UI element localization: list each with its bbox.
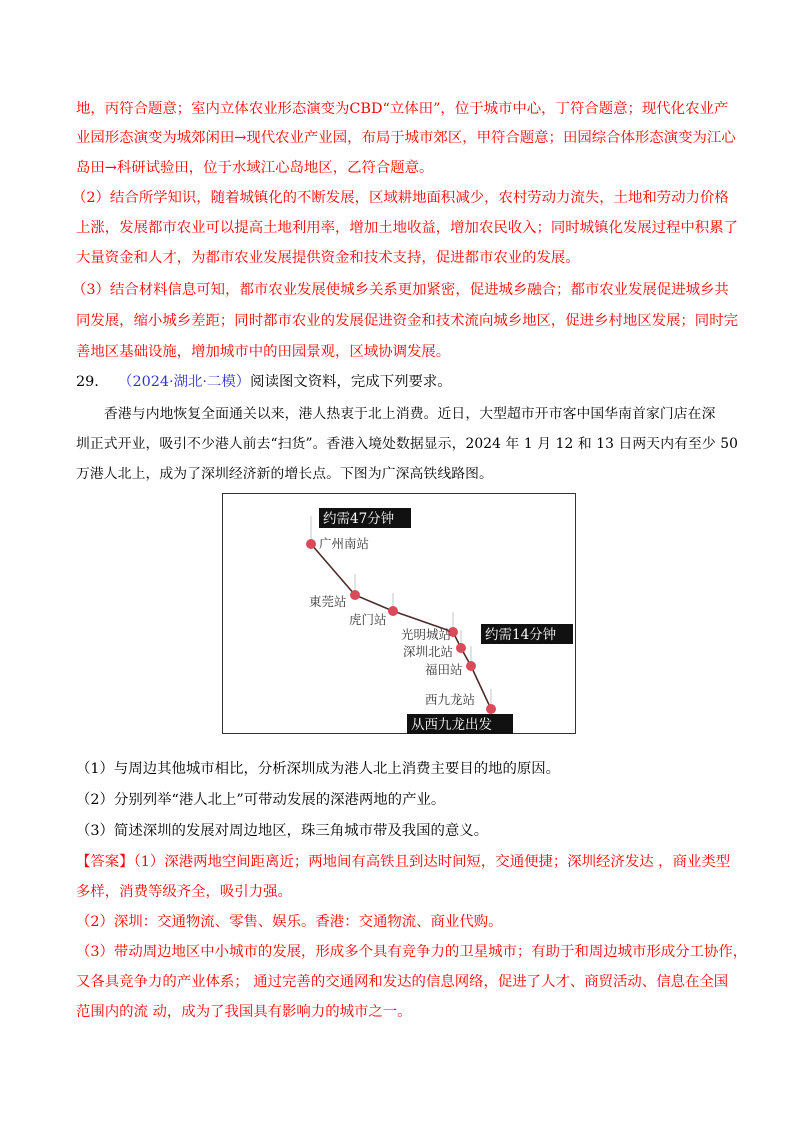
prev-answer-p3-line-2: 同发展，缩小城乡差距；同时都市农业的发展促进资金和技术流向城乡地区，促进乡村地区发展；同时完 xyxy=(76,313,738,329)
rail-map-figure xyxy=(222,493,576,734)
station-dot-west-kowloon xyxy=(486,704,496,714)
question-instruction: 阅读图文资料，完成下列要求。 xyxy=(250,374,452,390)
station-label-humen: 虎门站 xyxy=(349,612,387,627)
rail-map-svg xyxy=(223,494,577,735)
answer-1-line-2: 多样，消费等级齐全，吸引力强。 xyxy=(76,884,292,900)
station-label-futian: 福田站 xyxy=(425,662,463,677)
prev-answer-p2-line-2: 上涨，发展都市农业可以提高土地利用率，增加土地收益，增加农民收入；同时城镇化发展过程中积累了 xyxy=(76,220,738,236)
material-line-3: 万港人北上，成为了深圳经济新的增长点。下图为广深高铁线路图。 xyxy=(76,466,493,482)
sub-question-3: （3）简述深圳的发展对周边地区，珠三角城市带及我国的意义。 xyxy=(76,823,489,839)
station-label-shenzhen-north: 深圳北站 xyxy=(403,644,454,659)
question-number: 29. xyxy=(76,374,99,390)
station-dot-guangzhou-south xyxy=(306,539,316,549)
prev-answer-p2-line-1: （2）结合所学知识，随着城镇化的不断发展，区域耕地面积减少，农村劳动力流失，土地和劳动力价格 xyxy=(72,190,729,206)
material-line-1: 香港与内地恢复全面通关以来，港人热衷于北上消费。近日，大型超市开市客中国华南首家门店在深 xyxy=(104,406,716,422)
sub-question-2: （2）分别列举“港人北上”可带动发展的深港两地的产业。 xyxy=(76,792,446,808)
station-dot-shenzhen-north xyxy=(456,643,466,653)
sub-question-1: （1）与周边其他城市相比，分析深圳成为港人北上消费主要目的地的原因。 xyxy=(76,761,561,777)
prev-answer-line-1: 地，丙符合题意；室内立体农业形态演变为CBD“立体田”，位于城市中心，丁符合题意；现代化农业产 xyxy=(76,101,729,117)
answer-line-1 xyxy=(76,852,730,872)
callout-mid: 约需14分钟 xyxy=(485,627,557,643)
prev-answer-p3-line-3: 善地区基础设施，增加城市中的田园景观，区域协调发展。 xyxy=(76,344,451,360)
prev-answer-line-3: 岛田→科研试验田，位于水域江心岛地区，乙符合题意。 xyxy=(76,160,434,176)
prev-answer-p3-line-1: （3）结合材料信息可知，都市农业发展使城乡关系更加紧密，促进城乡融合；都市农业发展促进城乡共 xyxy=(72,282,729,298)
station-dot-dongguan xyxy=(350,590,360,600)
question-source: （2024·湖北·二模） xyxy=(118,374,251,390)
station-label-west-kowloon: 西九龙站 xyxy=(425,692,476,707)
material-line-2: 圳正式开业，吸引不少港人前去“扫货”。香港入境处数据显示，2024 年 1 月 12 和 13 日两天内有至少 50 xyxy=(76,436,739,452)
answer-1-line-1: （1）深港两地空间距离近；两地间有高铁且到达时间短，交通便捷；深圳经济发达 ，商业类型 xyxy=(133,854,731,870)
answer-3-line-1: （3）带动周边地区中小城市的发展，形成多个具有竞争力的卫星城市；有助于和周边城市形成分工协作， xyxy=(76,944,748,960)
question-header xyxy=(76,372,452,392)
station-dot-futian xyxy=(466,661,476,671)
callout-bottom: 从西九龙出发 xyxy=(411,717,492,733)
prev-answer-line-2: 业园形态演变为城郊闲田→现代农业产业园，布局于城市郊区，甲符合题意；田园综合体形态演变为江心 xyxy=(76,130,736,146)
station-label-guangzhou-south: 广州南站 xyxy=(319,536,370,551)
prev-answer-p2-line-3: 大量资金和人才，为都市农业发展提供资金和技术支持，促进都市农业的发展。 xyxy=(76,250,580,266)
answer-3-line-2: 又各具竞争力的产业体系； 通过完善的交通网和发达的信息网络，促进了人才、商贸活动、信息在全国 xyxy=(76,974,729,990)
station-label-guangmingcheng: 光明城站 xyxy=(401,627,452,642)
station-label-dongguan: 東莞站 xyxy=(309,594,347,609)
answer-3-line-3: 范围内的流 动，成为了我国具有影响力的城市之一。 xyxy=(76,1004,412,1020)
station-dot-humen xyxy=(388,606,398,616)
answer-tag: 【答案】 xyxy=(76,854,134,870)
answer-2: （2）深圳：交通物流、零售、娱乐。香港：交通物流、商业代购。 xyxy=(76,914,503,930)
callout-top: 约需47分钟 xyxy=(323,511,395,527)
